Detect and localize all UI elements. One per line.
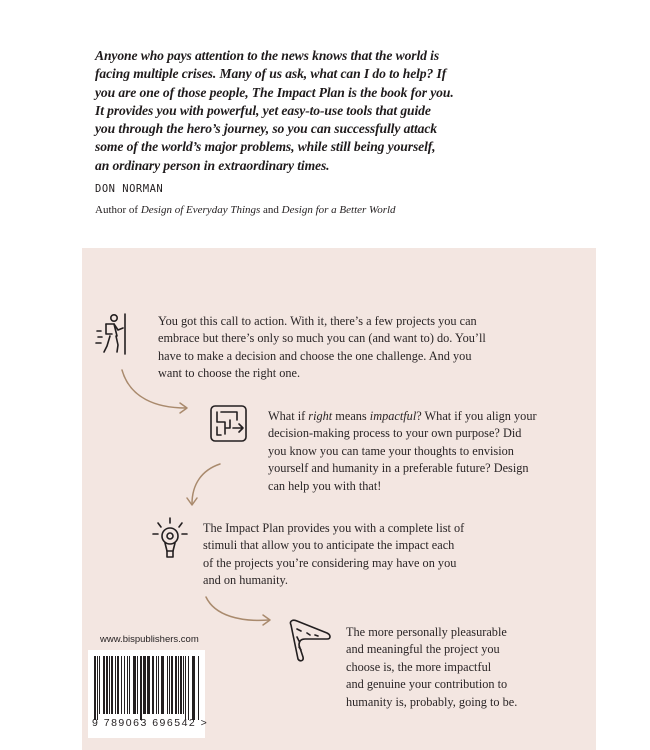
- quote-line: Anyone who pays attention to the news knows that the world is: [95, 48, 440, 63]
- author-name: DON NORMAN: [95, 183, 164, 195]
- step-1-text: [158, 313, 486, 383]
- book-title-2: Design for a Better World: [281, 204, 396, 216]
- barcode-bar: [121, 656, 122, 714]
- barcode-bar: [94, 656, 96, 720]
- text-line: The Impact Plan provides you with a complete list of: [203, 521, 465, 535]
- barcode-bar: [185, 656, 186, 720]
- text-line: of the projects you’re considering may have on you: [203, 555, 457, 570]
- text-line: and genuine your contribution to: [346, 677, 508, 692]
- publisher-url: www.bispublishers.com: [100, 634, 199, 645]
- barcode-bar: [198, 656, 199, 720]
- text-line: you know you can tame your thoughts to envision: [268, 443, 514, 458]
- barcode-bar: [161, 656, 164, 714]
- cred-prefix: Author of: [95, 204, 141, 216]
- barcode-bar: [158, 656, 159, 714]
- quote-line: an ordinary person in extraordinary times.: [95, 157, 330, 173]
- emphasis-impactful: impactful: [369, 409, 417, 423]
- text-fragment: means: [332, 409, 370, 423]
- barcode-bar: [133, 656, 136, 714]
- barcode-bar: [115, 656, 116, 714]
- author-credentials: [95, 204, 396, 216]
- barcode-bar: [124, 656, 125, 714]
- barcode-bar: [147, 656, 150, 714]
- barcode-bar: [127, 656, 128, 714]
- text-line: You got this call to action. With it, there’s a few projects you can: [158, 314, 477, 328]
- quote-line: you through the hero’s journey, so you can successfully attack: [95, 121, 437, 137]
- text-line: decision-making process to your own purpose? Did: [268, 426, 522, 441]
- barcode-bar: [178, 656, 179, 714]
- curved-arrow-icon: [118, 368, 192, 414]
- barcode-bar: [111, 656, 113, 714]
- barcode-bar: [156, 656, 157, 714]
- barcode-bar: [103, 656, 105, 714]
- text-line: embrace but there’s only so much you can (and want to) do. You’ll: [158, 331, 486, 346]
- lightbulb-icon: [150, 516, 190, 562]
- quote-line: some of the world’s major problems, while still being yourself,: [95, 139, 436, 155]
- text-line: and meaningful the project you: [346, 642, 500, 657]
- barcode-bar: [143, 656, 146, 714]
- text-line: want to choose the right one.: [158, 366, 301, 381]
- isbn-digits: 9 789063 696542 >: [92, 717, 209, 729]
- curved-arrow-icon: [180, 462, 224, 508]
- step-3-text: [203, 520, 464, 590]
- book-title-1: Design of Everyday Things: [140, 204, 261, 216]
- barcode-bar: [97, 656, 98, 720]
- barcode-bar: [117, 656, 119, 714]
- curved-arrow-icon: [203, 594, 275, 630]
- step-4-text: [346, 624, 517, 711]
- barcode-bar: [129, 656, 130, 714]
- barcode-bar: [167, 656, 168, 714]
- text-line: stimuli that allow you to anticipate the impact each: [203, 538, 455, 553]
- barcode-bar: [99, 656, 100, 714]
- barcode-bar: [192, 656, 195, 720]
- text-line: humanity is, probably, going to be.: [346, 694, 518, 709]
- barcode-bar: [183, 656, 184, 714]
- text-fragment: ? What if you align your: [416, 409, 537, 423]
- text-line: The more personally pleasurable: [346, 625, 507, 639]
- quote-line: facing multiple crises. Many of us ask, what can I do to help? If: [95, 66, 447, 82]
- barcode-bar: [109, 656, 110, 714]
- barcode-bar: [171, 656, 173, 714]
- barcode-bar: [175, 656, 177, 714]
- quote-line: you are one of those people, The Impact Plan is the book for you.: [95, 84, 454, 100]
- barcode-bar: [152, 656, 154, 714]
- text-fragment: What if: [268, 409, 309, 423]
- emphasis-right: right: [308, 409, 333, 423]
- endorsement-quote: [95, 47, 515, 175]
- text-line: and on humanity.: [203, 573, 288, 588]
- quote-line: It provides you with powerful, yet easy-to-use tools that guide: [95, 102, 431, 118]
- boomerang-icon: [285, 615, 335, 665]
- barcode-bar: [137, 656, 138, 714]
- barcode-bar: [106, 656, 108, 714]
- text-line: have to make a decision and choose the one challenge. And you: [158, 348, 472, 363]
- step-2-text: [268, 408, 537, 495]
- text-line: yourself and humanity in a preferable future? Design: [268, 461, 529, 476]
- barcode-bar: [188, 656, 189, 720]
- barcode-bar: [140, 656, 142, 720]
- hiker-icon: [92, 310, 136, 358]
- barcode-bar: [180, 656, 182, 714]
- maze-icon: [208, 403, 250, 445]
- cred-and: and: [260, 204, 282, 216]
- text-line: can help you with that!: [268, 478, 382, 493]
- text-line: choose is, the more impactful: [346, 659, 492, 674]
- barcode-bar: [169, 656, 170, 714]
- text-line: [268, 408, 537, 425]
